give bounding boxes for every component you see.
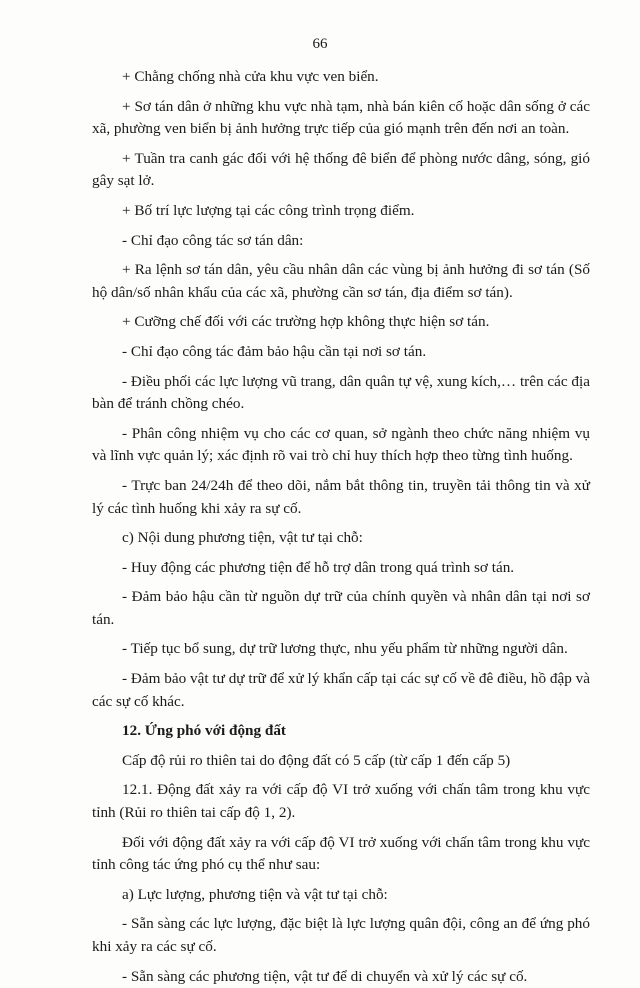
section-heading: 12. Ứng phó với động đất: [122, 722, 286, 740]
paragraph: - Trực ban 24/24h để theo dõi, nắm bắt thông tin, truyền tải thông tin và xử lý các tình huống khi xảy ra sự cố.: [92, 476, 590, 517]
paragraph: - Đảm bảo hậu cần từ nguồn dự trữ của chính quyền và nhân dân tại nơi sơ tán.: [92, 588, 590, 628]
paragraph: - Phân công nhiệm vụ cho các cơ quan, sở ngành theo chức năng nhiệm vụ và lĩnh vực quản lý; xác định rõ vai trò chỉ huy thích hợp theo từng tình huống.: [92, 424, 590, 465]
paragraph: c) Nội dung phương tiện, vật tư tại chỗ:: [122, 529, 363, 547]
paragraph: - Điều phối các lực lượng vũ trang, dân quân tự vệ, xung kích,… trên các địa bàn để tránh chồng chéo.: [92, 372, 590, 413]
paragraph: - Đảm bảo vật tư dự trữ để xử lý khẩn cấp tại các sự cố về đê điều, hồ đập và các sự cố khác.: [92, 670, 590, 710]
paragraph: Đối với động đất xảy ra với cấp độ VI trở xuống với chấn tâm trong khu vực tỉnh công tác ứng phó cụ thể như sau:: [92, 833, 590, 874]
paragraph: - Tiếp tục bổ sung, dự trữ lương thực, nhu yếu phẩm từ những người dân.: [122, 640, 568, 658]
document-body: [92, 66, 590, 988]
paragraph: - Chỉ đạo công tác đảm bảo hậu cần tại nơi sơ tán.: [122, 342, 427, 360]
paragraph: - Sẵn sàng các phương tiện, vật tư để di chuyển và xử lý các sự cố.: [122, 967, 528, 985]
paragraph: + Cưỡng chế đối với các trường hợp không thực hiện sơ tán.: [122, 313, 490, 331]
paragraph: + Chằng chống nhà cửa khu vực ven biển.: [122, 68, 379, 85]
paragraph: + Sơ tán dân ở những khu vực nhà tạm, nhà bán kiên cố hoặc dân sống ở các xã, phường ven biển bị ảnh hưởng trực tiếp của gió mạnh trên đến nơi an toàn.: [92, 97, 590, 138]
paragraph: + Tuần tra canh gác đối với hệ thống đê biển để phòng nước dâng, sóng, gió gây sạt lở.: [92, 149, 590, 190]
paragraph: + Bố trí lực lượng tại các công trình trọng điểm.: [122, 201, 415, 219]
paragraph: - Sẵn sàng các lực lượng, đặc biệt là lực lượng quân đội, công an để ứng phó khi xảy ra các sự cố.: [92, 915, 590, 955]
paragraph: - Huy động các phương tiện để hỗ trợ dân trong quá trình sơ tán.: [122, 558, 515, 576]
paragraph: Cấp độ rủi ro thiên tai do động đất có 5 cấp (từ cấp 1 đến cấp 5): [122, 751, 511, 769]
paragraph: + Ra lệnh sơ tán dân, yêu cầu nhân dân các vùng bị ảnh hưởng đi sơ tán (Số hộ dân/số nhân khẩu của các xã, phường cần sơ tán, địa điểm sơ tán).: [92, 261, 590, 301]
paragraph: - Chỉ đạo công tác sơ tán dân:: [122, 231, 304, 249]
paragraph: a) Lực lượng, phương tiện và vật tư tại chỗ:: [122, 885, 388, 903]
paragraph: 12.1. Động đất xảy ra với cấp độ VI trở xuống với chấn tâm trong khu vực tỉnh (Rủi ro thiên tai cấp độ 1, 2).: [92, 781, 590, 822]
page-number: 66: [312, 36, 328, 52]
